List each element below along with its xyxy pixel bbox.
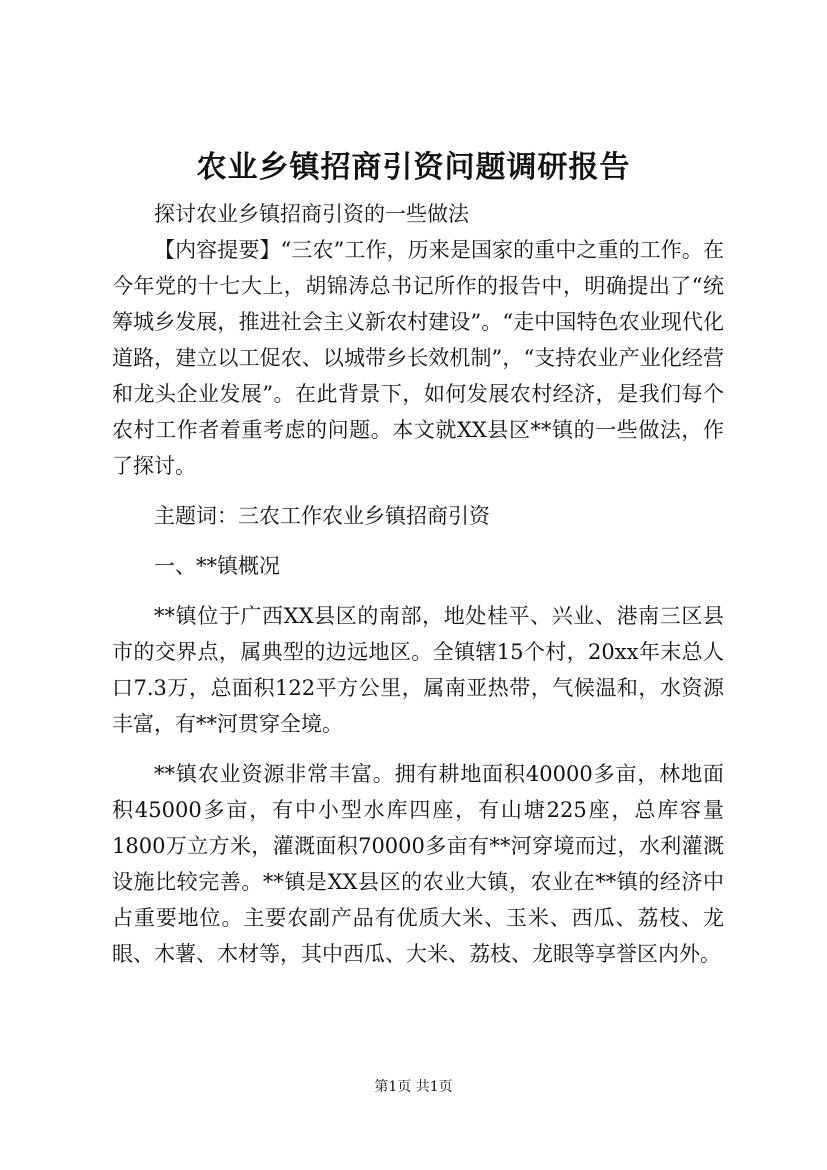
abstract-paragraph: 【内容提要】“三农”工作，历来是国家的重中之重的工作。在今年党的十七大上，胡锦涛总书记所作的报告中，明确提出了“统筹城乡发展，推进社会主义新农村建设”。“走中国特色农业现代化道路，建立以工促农、以城带乡长效机制”，“支持农业产业化经营和龙头企业发展”。在此背景下，如何发展农村经济，是我们每个农村工作者着重考虑的问题。本文就XX县区**镇的一些做法，作了探讨。 (112, 238, 724, 478)
keywords-paragraph: 主题词：三农工作农业乡镇招商引资 (154, 504, 490, 528)
document-body (112, 196, 724, 972)
section-heading: 一、**镇概况 (154, 554, 280, 578)
resources-paragraph: **镇农业资源非常丰富。拥有耕地面积40000多亩，林地面积45000多亩，有中小型水库四座，有山塘225座，总库容量1800万立方米，灌溉面积70000多亩有**河穿境而过，水利灌溉设施比较完善。**镇是XX县区的农业大镇，农业在**镇的经济中占重要地位。主要农副产品有优质大米、玉米、西瓜、荔枝、龙眼、木薯、木材等，其中西瓜、大米、荔枝、龙眼等享誉区内外。 (112, 762, 724, 966)
page-footer: 第1页 共1页 (374, 1079, 453, 1095)
page-title: 农业乡镇招商引资问题调研报告 (196, 150, 631, 185)
overview-paragraph: **镇位于广西XX县区的南部，地处桂平、兴业、港南三区县市的交界点，属典型的边远地区。全镇辖15个村，20xx年末总人口7.3万，总面积122平方公里，属南亚热带，气候温和，水资源丰富，有**河贯穿全境。 (112, 604, 724, 736)
subtitle-paragraph: 探讨农业乡镇招商引资的一些做法 (154, 202, 469, 226)
